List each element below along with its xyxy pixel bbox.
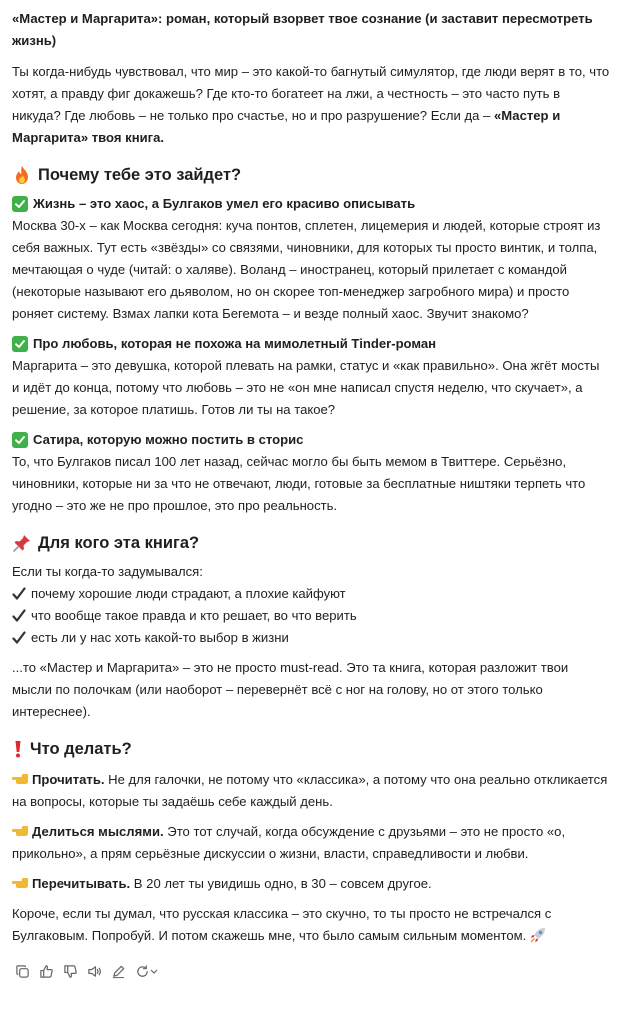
todo-item-text: Это тот случай, когда обсуждение с друзьями – это не просто «о, прикольно», а прям серьёзные дискуссии о жизни, власти, справедливости и любви. [12, 824, 566, 861]
checkmark-box-icon [12, 432, 28, 448]
todo-item-text: Не для галочки, не потому что «классика», а потому что она реально откликается на вопросы, которые ты задаёшь себе каждый день. [12, 772, 608, 809]
why-item-text: Москва 30-х – как Москва сегодня: куча понтов, сплетен, лицемерия и людей, которые строят из себя важных. Тут есть «звёзды» со связями, чиновники, для которых ты просто винтик, и толпа, мечтающая о чуде (читай: о халяве). Воланд – иностранец, который прилетает с командой (некоторые называют его дьяволом, но он скорее топ-менеджер загробного мира) и просто роняет систему. Взмах лапки кота Бегемота – и везде полный хаос. Звучит знакомо? [12, 218, 601, 321]
checkmark-box-icon [12, 196, 28, 212]
todo-item-bold: Прочитать. [32, 772, 105, 787]
why-item [12, 429, 610, 517]
who-outro: ...то «Мастер и Маргарита» – это не просто must-read. Это та книга, которая разложит твои мысли по полочкам (или наоборот – перевернёт всё с ног на голову, но от этого только интереснее). [12, 660, 569, 719]
why-item-title-row [12, 333, 610, 355]
thumbs-down-icon[interactable] [62, 963, 78, 979]
checkmark-box-icon [12, 336, 28, 352]
speaker-icon[interactable] [86, 963, 102, 979]
regenerate-icon[interactable] [134, 963, 158, 979]
list-item-text: что вообще такое правда и кто решает, во что верить [31, 608, 357, 623]
final-text: Короче, если ты думал, что русская классика – это скучно, то ты просто не встречался с Булгаковым. Попробуй. И потом скажешь мне, что было самым сильным моментом. [12, 906, 552, 943]
why-item [12, 333, 610, 421]
todo-item-bold: Перечитывать. [32, 876, 131, 891]
todo-item [12, 821, 610, 865]
pointing-hand-icon [12, 874, 28, 886]
why-item-text: Маргарита – это девушка, которой плевать на рамки, статус и «как правильно». Она жгёт мосты и идёт до конца, потому что любовь – это не «он мне написал спустя неделю, что скучает», а решение, за которое платишь. Готов ли ты на такое? [12, 358, 600, 417]
list-item [12, 605, 610, 627]
intro-text: Ты когда-нибудь чувствовал, что мир – это какой-то багнутый симулятор, где люди верят в то, что хотят, а правду фиг докажешь? Где кто-то богатеет на лжи, а честность – это часто путь в никуда? Где любовь – не только про счастье, но и про разрушение? Если да – [12, 64, 610, 123]
copy-icon[interactable] [14, 963, 30, 979]
edit-icon[interactable] [110, 963, 126, 979]
check-mark-icon [12, 586, 26, 602]
check-mark-icon [12, 608, 26, 624]
why-item-title: Сатира, которую можно постить в сторис [33, 432, 304, 447]
why-item-title-row [12, 429, 610, 451]
why-item-title-row [12, 193, 610, 215]
pushpin-icon [12, 533, 32, 553]
list-item-text: есть ли у нас хоть какой-то выбор в жизни [31, 630, 289, 645]
exclamation-icon [12, 739, 24, 759]
fire-icon [12, 165, 32, 185]
list-item-text: почему хорошие люди страдают, а плохие кайфуют [31, 586, 346, 601]
section-title: Для кого эта книга? [38, 534, 200, 552]
todo-item [12, 873, 610, 895]
why-item-text: То, что Булгаков писал 100 лет назад, сейчас могло бы быть мемом в Твиттере. Серьёзно, чиновники, которые ни за что не отвечают, люди, готовые за бесплатные ништяки терпеть что угодно – это же не про прошлое, это про реальность. [12, 454, 586, 513]
todo-item-text: В 20 лет ты увидишь одно, в 30 – совсем другое. [130, 876, 432, 891]
thumbs-up-icon[interactable] [38, 963, 54, 979]
why-item-title: Про любовь, которая не похожа на мимолетный Tinder-роман [33, 336, 437, 351]
intro-paragraph [12, 61, 610, 149]
section-heading-todo [12, 737, 610, 761]
why-item-title: Жизнь – это хаос, а Булгаков умел его красиво описывать [33, 196, 416, 211]
why-item [12, 193, 610, 325]
todo-item-bold: Делиться мыслями. [32, 824, 164, 839]
pointing-hand-icon [12, 770, 28, 782]
intro-text-bold: «Мастер и Маргарита» твоя книга. [12, 108, 561, 145]
chevron-down-icon [150, 967, 158, 975]
message-actions-toolbar [12, 963, 610, 979]
section-title: Почему тебе это зайдет? [38, 166, 242, 184]
pointing-hand-icon [12, 822, 28, 834]
list-item [12, 583, 610, 605]
intro-title: «Мастер и Маргарита»: роман, который взорвет твое сознание (и заставит пересмотреть жизнь) [12, 11, 593, 48]
todo-item [12, 769, 610, 813]
section-heading-who [12, 531, 610, 555]
section-heading-why [12, 163, 610, 187]
list-item [12, 627, 610, 649]
section-title: Что делать? [30, 740, 132, 758]
rocket-icon [530, 927, 546, 943]
check-mark-icon [12, 630, 26, 646]
who-lead: Если ты когда-то задумывался: [12, 564, 203, 579]
final-paragraph [12, 903, 610, 947]
